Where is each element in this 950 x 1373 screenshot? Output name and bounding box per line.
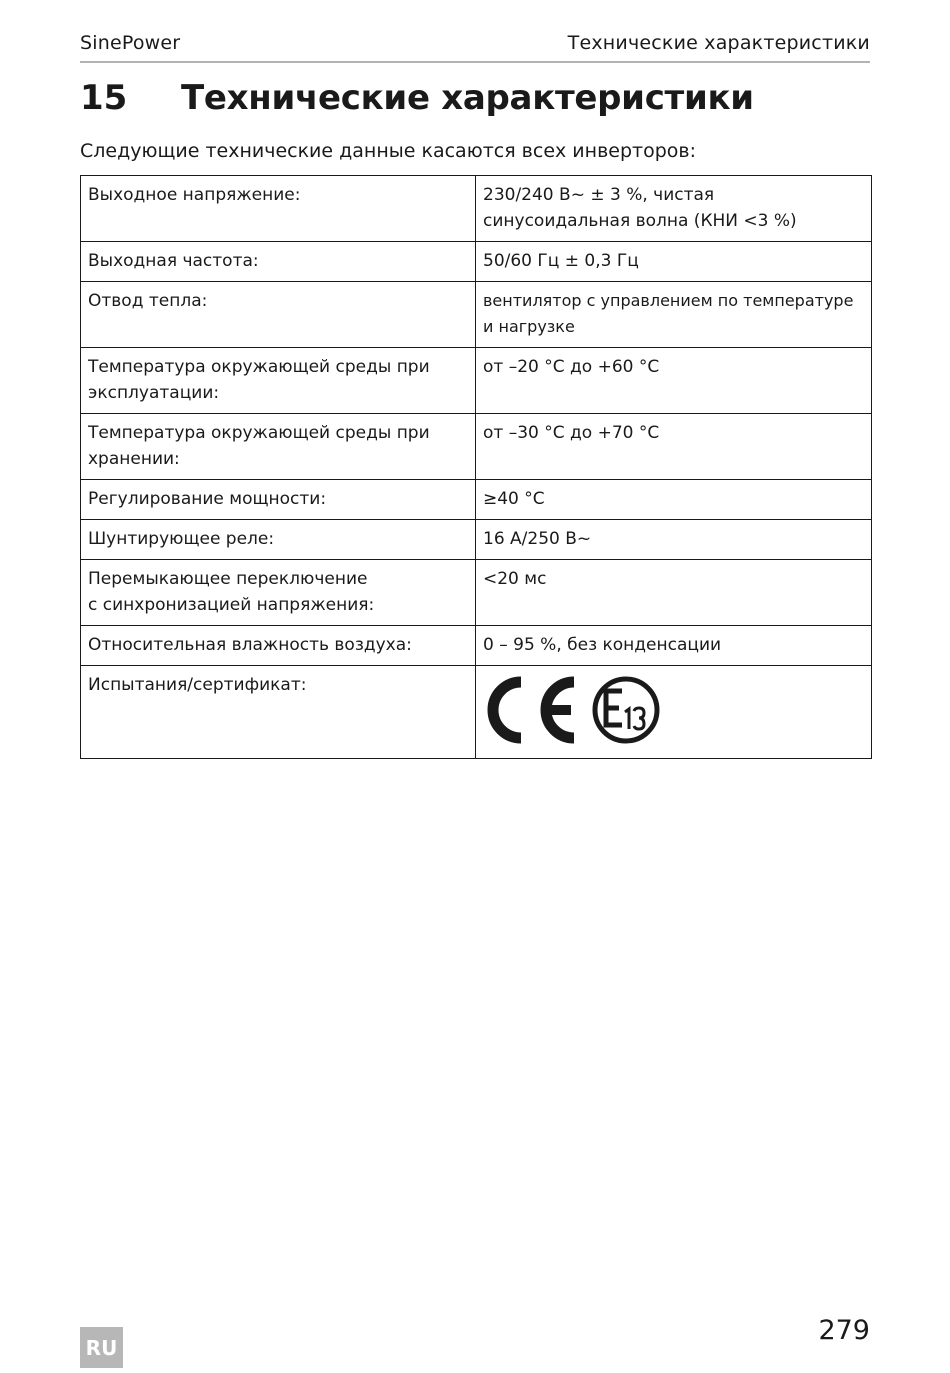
header-divider [80, 61, 870, 63]
e13-approval-mark-icon [591, 675, 661, 745]
spec-label [81, 560, 476, 626]
table-row [81, 666, 872, 759]
spec-value [476, 282, 872, 348]
table-row [81, 626, 872, 666]
spec-value-text: ≥40 °C [483, 489, 545, 509]
spec-label-text: Отвод тепла: [88, 291, 208, 311]
spec-value [476, 176, 872, 242]
table-row [81, 414, 872, 480]
spec-value [476, 414, 872, 480]
table-row [81, 282, 872, 348]
spec-label [81, 520, 476, 560]
spec-label-text: Регулирование мощности: [88, 489, 327, 509]
spec-value [476, 626, 872, 666]
spec-value-text: вентилятор с управлением по температуре и нагрузке [483, 291, 854, 336]
spec-label-text: Относительная влажность воздуха: [88, 635, 412, 655]
certification-marks [483, 675, 864, 745]
spec-value [476, 348, 872, 414]
spec-label [81, 176, 476, 242]
spec-label-text: Температура окружающей среды при хранении: [88, 423, 430, 469]
spec-label-text: Выходная частота: [88, 251, 259, 271]
chapter-number: 15 [80, 78, 128, 118]
spec-label [81, 666, 476, 759]
spec-value-text: от –20 °C до +60 °C [483, 357, 660, 377]
language-badge: RU [80, 1327, 123, 1368]
table-row [81, 176, 872, 242]
table-row [81, 480, 872, 520]
spec-value-text: 230/240 В~ ± 3 %, чистая синусоидальная волна (КНИ <3 %) [483, 185, 797, 231]
spec-value-text: <20 мс [483, 569, 547, 589]
spec-value [476, 242, 872, 282]
intro-paragraph: Следующие технические данные касаются всех инверторов: [80, 140, 696, 162]
spec-label-text: Выходное напряжение: [88, 185, 301, 205]
spec-label [81, 242, 476, 282]
spec-label [81, 626, 476, 666]
spec-value-text: 50/60 Гц ± 0,3 Гц [483, 251, 639, 271]
spec-label [81, 414, 476, 480]
spec-label-text: Перемыкающее переключение с синхронизацией напряжения: [88, 569, 375, 615]
specs-table [80, 175, 872, 759]
running-header-product: SinePower [80, 32, 181, 54]
page-number: 279 [818, 1315, 870, 1346]
table-row [81, 242, 872, 282]
spec-value [476, 520, 872, 560]
spec-label [81, 282, 476, 348]
spec-value-text: 16 А/250 В~ [483, 529, 592, 549]
spec-value [476, 666, 872, 759]
spec-value [476, 560, 872, 626]
table-row [81, 560, 872, 626]
spec-label [81, 348, 476, 414]
spec-label-text: Шунтирующее реле: [88, 529, 275, 549]
spec-label-text: Температура окружающей среды при эксплуатации: [88, 357, 430, 403]
table-row [81, 348, 872, 414]
table-row [81, 520, 872, 560]
spec-label [81, 480, 476, 520]
spec-value-text: от –30 °C до +70 °C [483, 423, 660, 443]
spec-value [476, 480, 872, 520]
chapter-title: Технические характеристики [181, 78, 754, 118]
running-header-section: Технические характеристики [567, 32, 870, 54]
ce-mark-icon [483, 675, 579, 745]
spec-label-text: Испытания/сертификат: [88, 675, 307, 695]
spec-value-text: 0 – 95 %, без конденсации [483, 635, 722, 655]
